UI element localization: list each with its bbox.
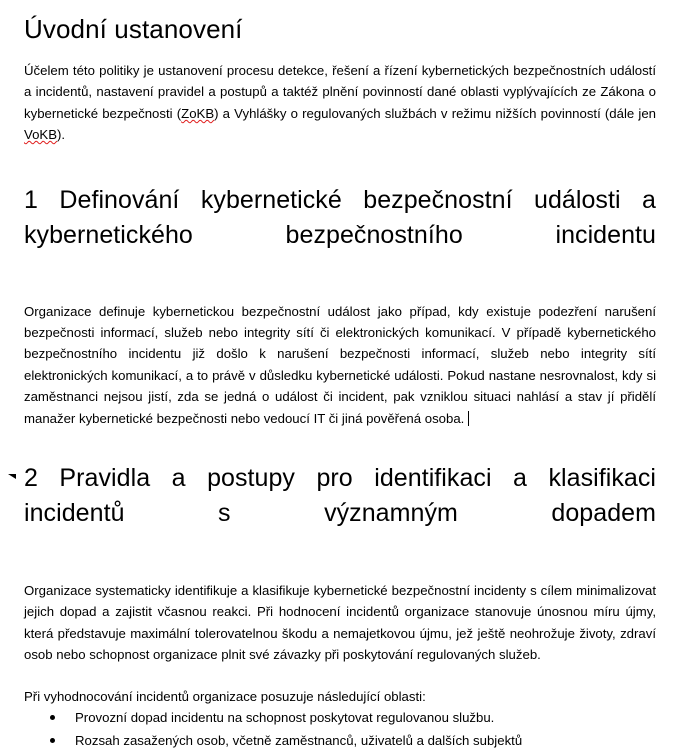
list-item-label: Rozsah zasažených osob, včetně zaměstnanců, uživatelů a dalších subjektů — [75, 732, 523, 748]
list-item-label: Provozní dopad incidentu na schopnost poskytovat regulovanou službu. — [75, 710, 495, 726]
misspelled-word-vokb[interactable]: VoKB — [24, 127, 57, 143]
intro-text-before: Účelem této politiky je ustanovení procesu detekce, řešení a řízení kybernetických bezpečnostních událostí a incidentů, nastavení pravidel a postupů a taktéž plnění povinností dané oblasti vyplývajících ze Zákona o kybernetické bezpečnosti ( — [24, 63, 656, 121]
text-caret — [468, 411, 469, 426]
misspelled-word-zokb[interactable]: ZoKB — [181, 105, 215, 121]
bullet-icon — [50, 715, 55, 720]
document-body[interactable] — [24, 0, 656, 752]
list-item[interactable] — [24, 730, 656, 751]
section-2-paragraph-1[interactable]: Organizace systematicky identifikuje a klasifikuje kybernetické bezpečnostní incidenty s cílem minimalizovat jejich dopad a zajistit včasnou reakci. Při hodnocení incidentů organizace stanovuje únosnou míru újmy, která představuje maximální tolerovatelnou škodu a nemajetkovou újmu, jež ještě neohrožuje životy, zdraví osob nebo schopnost organizace plnit své závazky při poskytování regulovaných služeb. — [24, 583, 656, 663]
section-1-paragraph-1[interactable] — [24, 301, 656, 429]
section-heading-2[interactable] — [24, 461, 656, 566]
intro-text-middle: ) a Vyhlášky o regulovaných službách v režimu nižších povinností (dále jen — [214, 105, 656, 121]
page-title: Úvodní ustanovení — [24, 14, 243, 44]
section-2-paragraph-2[interactable]: Při vyhodnocování incidentů organizace posuzuje následující oblasti: — [24, 688, 426, 704]
intro-paragraph[interactable] — [24, 60, 656, 146]
section-1-paragraph-1-text: Organizace definuje kybernetickou bezpečnostní událost jako případ, kdy existuje podezření narušení bezpečnosti informací, služeb nebo integrity sítí či elektronických komunikací. V případě kybernetického bezpečnostního incidentu již došlo k narušení bezpečnosti informací, služeb nebo integrity sítí elektronických komunikací, a to právě v důsledku kybernetické události. Pokud nastane nesrovnalost, kdy si zaměstnanci nejsou jistí, zda se jedná o událost či incident, pak vzniklou situaci nahlásí a stav jí přidělí manažer kybernetické bezpečnosti nebo vedoucí IT či jiná pověřená osoba. — [24, 303, 656, 426]
bullet-icon — [50, 738, 55, 743]
section-heading-2-text: 2 Pravidla a postupy pro identifikaci a klasifikaci incidentů s významným dopadem — [24, 464, 656, 528]
assessment-areas-list — [24, 707, 656, 751]
section-heading-1[interactable]: 1 Definování kybernetické bezpečnostní události a kybernetického bezpečnostního incidentu — [24, 185, 656, 249]
list-item[interactable] — [24, 707, 656, 728]
intro-text-after: ). — [57, 127, 66, 143]
outline-collapse-triangle-icon[interactable] — [8, 474, 16, 479]
